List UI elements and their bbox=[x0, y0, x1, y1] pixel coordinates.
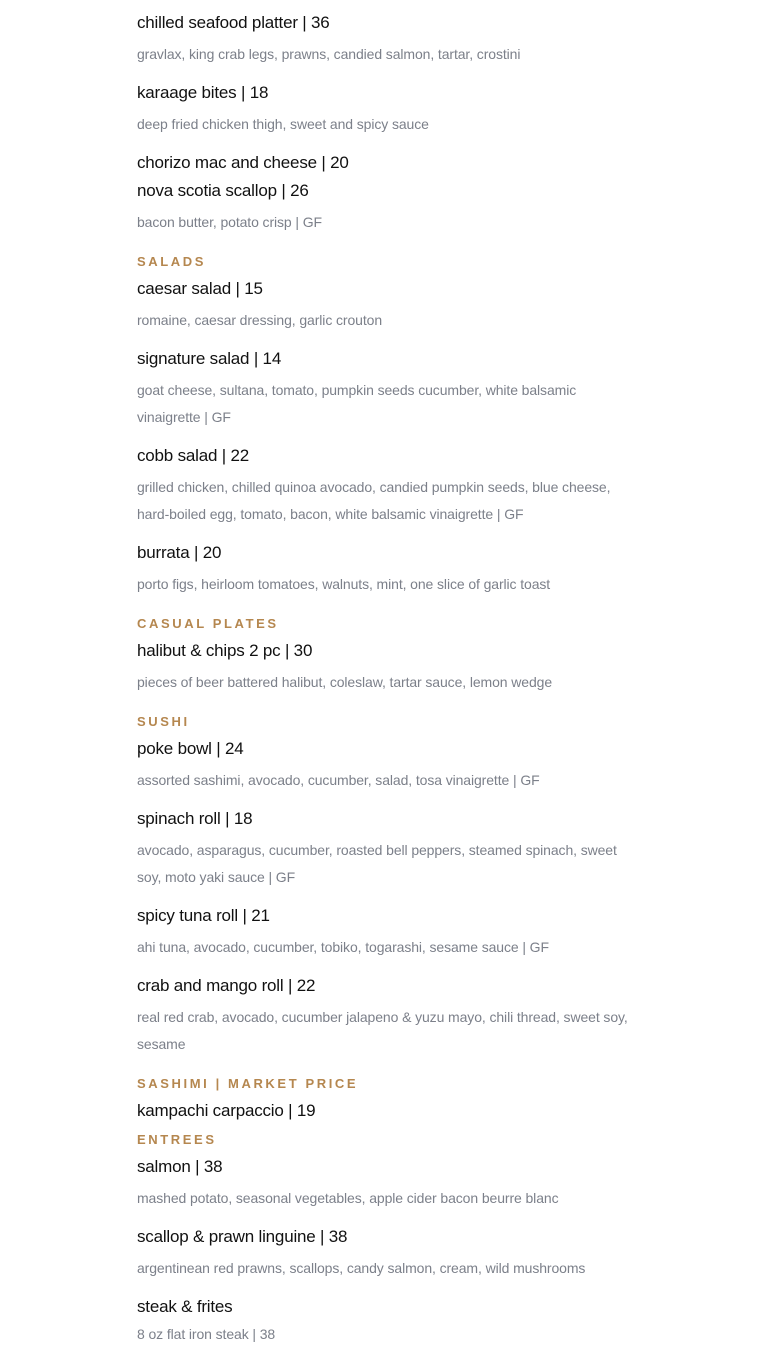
section-title-sushi: SUSHI bbox=[137, 714, 190, 729]
menu-item-cobb-salad: cobb salad | 22 bbox=[137, 446, 249, 465]
menu-item-spicy-tuna-roll: spicy tuna roll | 21 bbox=[137, 906, 270, 925]
menu-item-description: argentinean red prawns, scallops, candy salmon, cream, wild mushrooms bbox=[137, 1260, 586, 1276]
menu-item-signature-salad: signature salad | 14 bbox=[137, 349, 282, 368]
menu-item-karaage-bites: karaage bites | 18 bbox=[137, 83, 269, 102]
menu-item-description: porto figs, heirloom tomatoes, walnuts, mint, one slice of garlic toast bbox=[137, 576, 551, 592]
menu-item-description: mashed potato, seasonal vegetables, apple cider bacon beurre blanc bbox=[137, 1190, 559, 1206]
menu-item-kampachi-carpaccio: kampachi carpaccio | 19 bbox=[137, 1101, 316, 1120]
menu-item-description: gravlax, king crab legs, prawns, candied salmon, tartar, crostini bbox=[137, 46, 521, 62]
menu-item-description: pieces of beer battered halibut, coleslaw, tartar sauce, lemon wedge bbox=[137, 674, 553, 690]
menu-item-spinach-roll: spinach roll | 18 bbox=[137, 809, 253, 828]
section-title-sashimi: SASHIMI | MARKET PRICE bbox=[137, 1076, 359, 1091]
menu-item-description: 8 oz flat iron steak | 38 bbox=[137, 1326, 276, 1342]
menu-item-description: real red crab, avocado, cucumber jalapeno & yuzu mayo, chili thread, sweet soy, sesame bbox=[137, 1009, 628, 1052]
menu-item-scallop-prawn-linguine: scallop & prawn linguine | 38 bbox=[137, 1227, 348, 1246]
menu-item-chorizo-mac-and-cheese: chorizo mac and cheese | 20 bbox=[137, 153, 349, 172]
menu-item-crab-and-mango-roll: crab and mango roll | 22 bbox=[137, 976, 316, 995]
menu-item-description: grilled chicken, chilled quinoa avocado, candied pumpkin seeds, blue cheese, hard-boiled egg, tomato, bacon, white balsamic vinaigrette | GF bbox=[137, 479, 611, 522]
menu-item-description: ahi tuna, avocado, cucumber, tobiko, togarashi, sesame sauce | GF bbox=[137, 939, 549, 955]
menu-item-description: bacon butter, potato crisp | GF bbox=[137, 214, 322, 230]
menu-item-description: avocado, asparagus, cucumber, roasted bell peppers, steamed spinach, sweet soy, moto yaki sauce | GF bbox=[137, 842, 617, 885]
section-title-entrees: ENTREES bbox=[137, 1132, 217, 1147]
menu-item-description: deep fried chicken thigh, sweet and spicy sauce bbox=[137, 116, 429, 132]
menu-item-halibut-and-chips: halibut & chips 2 pc | 30 bbox=[137, 641, 313, 660]
menu-item-chilled-seafood-platter: chilled seafood platter | 36 bbox=[137, 13, 330, 32]
menu-item-salmon: salmon | 38 bbox=[137, 1157, 223, 1176]
menu-item-nova-scotia-scallop: nova scotia scallop | 26 bbox=[137, 181, 309, 200]
section-title-salads: SALADS bbox=[137, 254, 207, 269]
menu-item-description: romaine, caesar dressing, garlic crouton bbox=[137, 312, 383, 328]
menu-item-steak-and-frites: steak & frites bbox=[137, 1297, 233, 1316]
menu-item-poke-bowl: poke bowl | 24 bbox=[137, 739, 244, 758]
menu-item-description: goat cheese, sultana, tomato, pumpkin seeds cucumber, white balsamic vinaigrette | GF bbox=[137, 382, 577, 425]
menu-item-caesar-salad: caesar salad | 15 bbox=[137, 279, 263, 298]
section-title-casual-plates: CASUAL PLATES bbox=[137, 616, 279, 631]
menu-item-burrata: burrata | 20 bbox=[137, 543, 222, 562]
menu-item-description: assorted sashimi, avocado, cucumber, salad, tosa vinaigrette | GF bbox=[137, 772, 540, 788]
